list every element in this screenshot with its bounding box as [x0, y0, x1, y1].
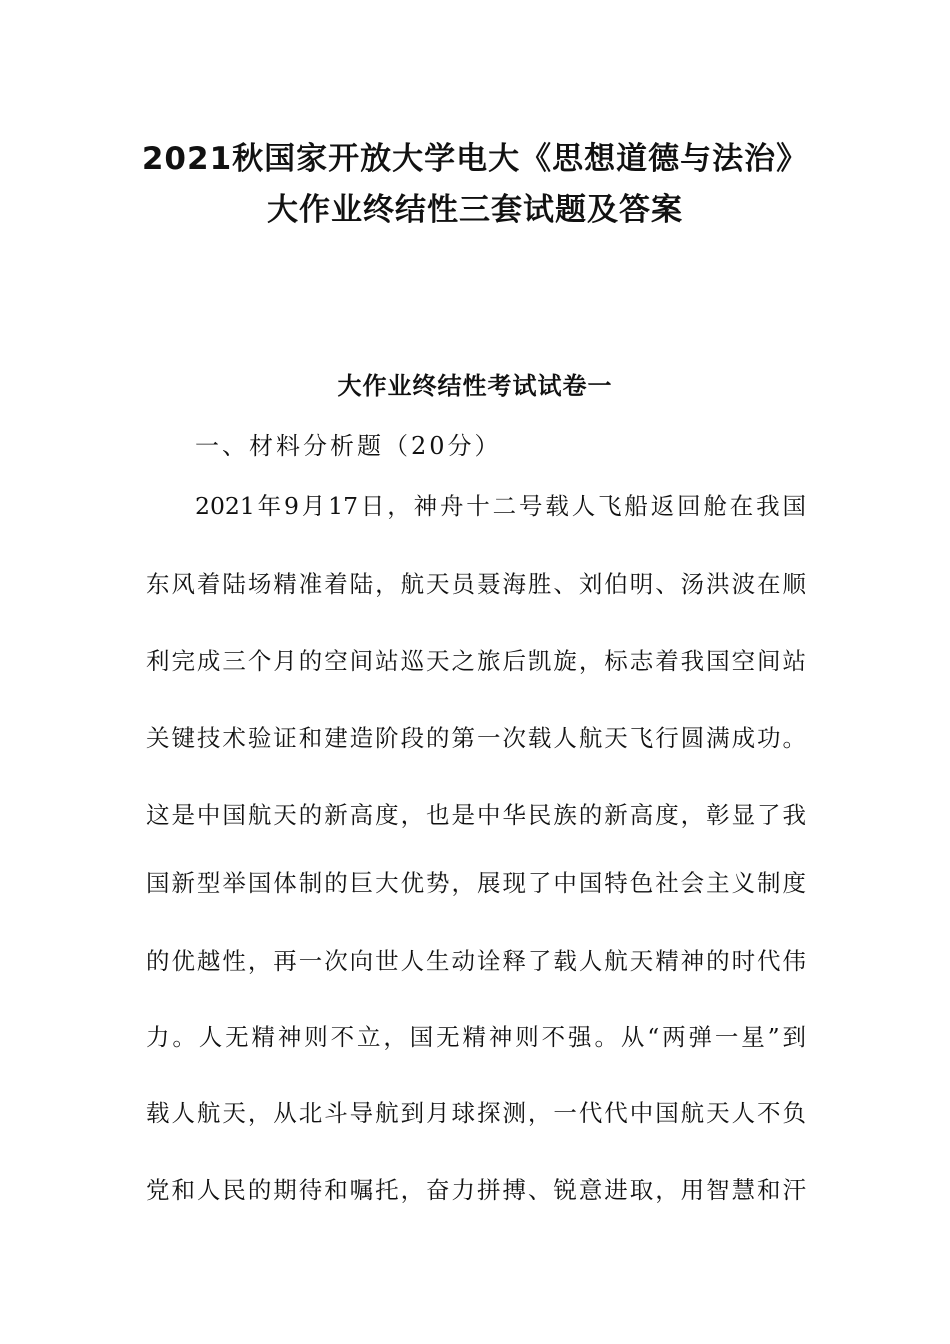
- paragraph-line: 关键技术验证和建造阶段的第一次载人航天飞行圆满成功。: [146, 724, 806, 752]
- paragraph-line: 这是中国航天的新高度，也是中华民族的新高度，彰显了我: [146, 801, 806, 829]
- exam-title: 大作业终结性考试试卷一: [337, 371, 613, 400]
- paragraph-line: 党和人民的期待和嘱托，奋力拼搏、锐意进取，用智慧和汗: [146, 1176, 806, 1204]
- document-title-line-2: 大作业终结性三套试题及答案: [267, 192, 683, 228]
- paragraph-line: 利完成三个月的空间站巡天之旅后凯旋，标志着我国空间站: [146, 647, 806, 675]
- paragraph-line: 的优越性，再一次向世人生动诠释了载人航天精神的时代伟: [146, 947, 806, 975]
- section-heading: 一、材料分析题（20分）: [195, 432, 502, 460]
- paragraph-line: 2021年9月17日，神舟十二号载人飞船返回舱在我国: [195, 492, 806, 520]
- document-title-line-1: 2021秋国家开放大学电大《思想道德与法治》: [141, 141, 809, 177]
- paragraph-line: 东风着陆场精准着陆，航天员聂海胜、刘伯明、汤洪波在顺: [146, 570, 806, 598]
- paragraph-line: 载人航天，从北斗导航到月球探测，一代代中国航天人不负: [146, 1099, 806, 1127]
- paragraph-line: 国新型举国体制的巨大优势，展现了中国特色社会主义制度: [146, 869, 806, 897]
- paragraph-line: 力。人无精神则不立，国无精神则不强。从“两弹一星”到: [146, 1023, 806, 1051]
